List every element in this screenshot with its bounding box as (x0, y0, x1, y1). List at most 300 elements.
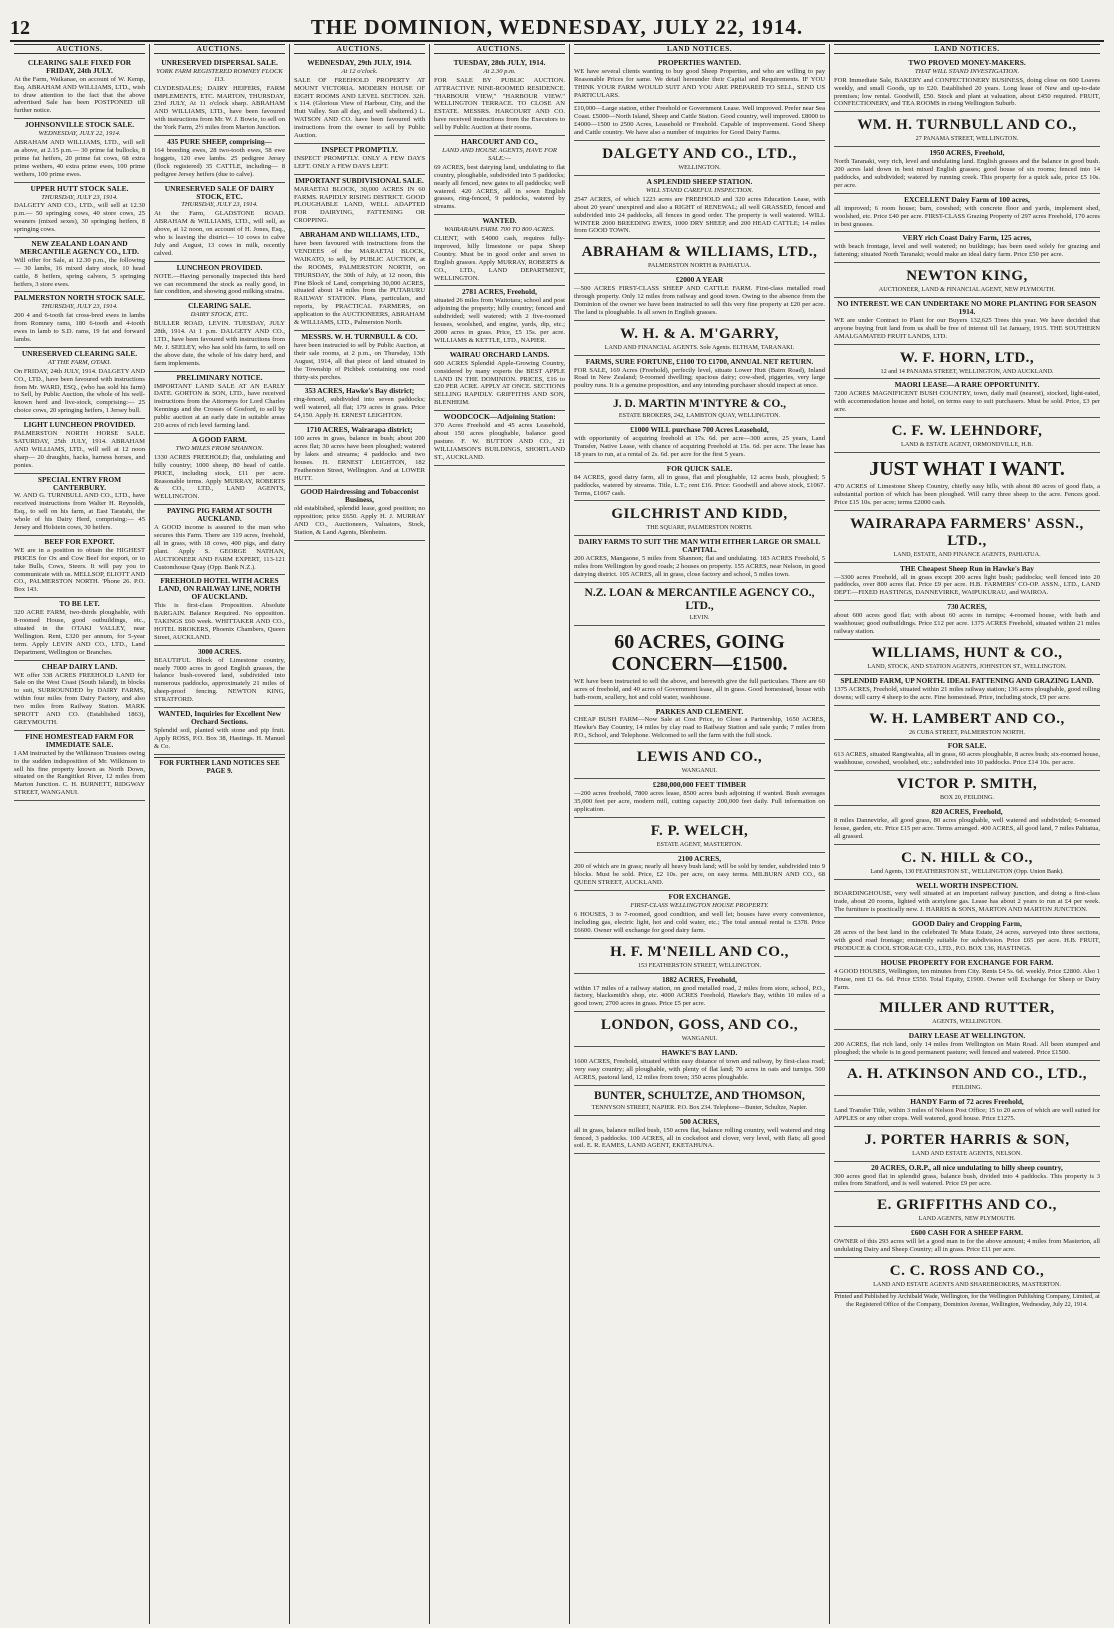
ad-title: UNRESERVED CLEARING SALE. (21, 348, 138, 358)
agent-address: LAND, STOCK, AND STATION AGENTS, JOHNSTON ST., WELLINGTON. (867, 662, 1067, 670)
advertisement (834, 232, 1100, 263)
ad-title: PROPERTIES WANTED. (658, 57, 741, 67)
ad-title: CLEARING SALE. (188, 301, 251, 311)
advertisement (834, 563, 1100, 602)
page-header (10, 6, 1104, 42)
advertisement (834, 740, 1100, 771)
ad-body: have been instructed to sell by Public Auction, at their sale rooms, at 2 p.m., on Thursday, 13th August, 1914, all that piece of land situated in the Township of Pichbek containing one rood thirty-six perches. (294, 341, 425, 381)
ad-subtitle: At 2.30 p.m. (483, 67, 516, 75)
ad-body: CHEAP BUSH FARM—Now Sale at Cost Price, to Close a Partnership, 1650 ACRES, Hawke's Bay Country, 14 miles by clay road to Railway Station and sale yards; 7 miles from P.O., School, and Telephone. Welcomed to sell the farm with the full stock. (574, 716, 825, 740)
agent-address: ESTATE AGENT, MASTERTON. (656, 840, 743, 848)
ad-body: —3300 acres Freehold, all in grass except 200 acres light bush; paddocks; well fenced into 20 paddocks, over 800 acres flat. Price £9 per acre. H.B. FARMERS' CO-OP. ASSN., LTD., LAND DEPT.—FIXED HASTINGS, DANNEVIRKE, WAIPUKURAU, and WAIROA. (834, 573, 1100, 597)
advertisement (574, 463, 825, 502)
ad-title: TUESDAY, 28th JULY, 1914. (453, 57, 546, 67)
agent-name: GILCHRIST AND KIDD, (611, 506, 788, 523)
ad-title: 435 PURE SHEEP, comprising— (167, 137, 272, 147)
advertisement (14, 731, 145, 801)
ad-title: WAIRAU ORCHARD LANDS. (449, 349, 550, 359)
ad-title: INSPECT PROMPTLY. (321, 144, 398, 154)
ad-body: FOR SALE BY PUBLIC AUCTION. ATTRACTIVE NINE-ROOMED RESIDENCE. "HARBOUR VIEW," "HARBOUR VIEW." WELLINGTON TERRACE. TO CLOSE AN ESTATE. MESSRS. HARCOURT AND CO. have received instructions from the Executors to sell by Public Auction at their rooms. (434, 76, 565, 132)
ad-title: £1000 WILL purchase 700 Acres Leasehold, (630, 425, 769, 435)
ad-body: with opportunity of acquiring freehold at 17s. 6d. per acre—300 acres, 25 years, Land Transfer, Native Lease, with chance of acquiring Freehold at 15s. 6d. per acre. The lease has 18 years to run, at a rental of 2s. 6d. per acre for the first 5 years. (574, 435, 825, 458)
ad-title: NO INTEREST. WE CAN UNDERTAKE NO MORE PLANTING FOR SEASON 1914. (837, 299, 1097, 316)
advertisement (834, 1192, 1100, 1227)
ad-body: 600 ACRES Splendid Apple-Growing Country, considered by many experts the BEST APPLE LAND IN THE DOMINION. PRICES, £16 to £20 PER ACRE. APPLY AT ONCE. SECTIONS SELLING RAPIDLY. GRIFFITHS AND SON, BLENHEIM. (434, 359, 565, 407)
advertisement (574, 501, 825, 536)
ad-title: FOR EXCHANGE. (668, 892, 731, 902)
advertisement (294, 57, 425, 144)
advertisement (294, 424, 425, 486)
advertisement (154, 575, 285, 645)
ad-title: 730 ACRES, (947, 602, 987, 612)
ad-body: —500 ACRES FIRST-CLASS SHEEP AND CATTLE FARM. First-class metalled road through property. Only 12 miles from railway and good town. Owing to the absence from the Dominion of the owner we have been instructed to sell this very fine property at £20 per acre. The land is ploughable. Is all sown in English grasses. (574, 285, 825, 316)
columns (10, 44, 1104, 1624)
ad-body: within 17 miles of a railway station, on good metalled road, 2 miles from store, school, P.O., factory, blacksmith's shop, etc. 4000 ACRES Freehold, Hawke's Bay, within 10 miles of a good town; 2700 acres in grass. Price £5 per acre. (574, 984, 825, 1008)
ad-subtitle: THURSDAY, JULY 23, 1914. (41, 193, 118, 201)
ad-body: about 600 acres good flat; with about 60 acres in turnips; 4-roomed house, with bath and washhouse; good outbuildings. Price £12 per acre. 1375 ACRES Freehold, situated within 21 miles railway station. (834, 612, 1100, 635)
ad-body: 4 GOOD HOUSES, Wellington, ten minutes from City. Rents £4 5s. 6d. weekly. Price £2800. Also 1 House, rent £1 6s. 6d. Price £550. Total Equity, £1900. Owner will Exchange for Sheep or Dairy Farm. (834, 967, 1100, 991)
ad-body: WE offer 338 ACRES FREEHOLD LAND for Sale on the West Coast (South Island), in blocks to suit, SURROUNDED by DAIRY FARMS, within four miles from Dairy Factory, and also two miles from Railway Station. MARK SPROTT AND CO. (Established 1863), GREYMOUTH. (14, 671, 145, 726)
advertisement (834, 298, 1100, 345)
ad-title: WELL WORTH INSPECTION. (915, 880, 1019, 890)
agent-name: BUNTER, SCHULTZE, AND THOMSON, (594, 1089, 805, 1102)
agent-address: WANGANUI. (681, 1035, 718, 1043)
ad-body: 470 ACRES of Limestone Sheep Country, chiefly easy hills, with about 80 acres of good flats, a substantial portion of which has been ploughed. Will carry three sheep to the acre. Fences good. Price £15 10s. per acre; terms £2000 cash. (834, 483, 1100, 506)
advertisement (574, 706, 825, 745)
ad-title: SPECIAL ENTRY FROM CANTERBURY. (37, 474, 122, 492)
advertisement (574, 1047, 825, 1086)
agent-name: E. GRIFFITHS AND CO., (877, 1197, 1057, 1214)
ad-body: ABRAHAM AND WILLIAMS, LTD., will sell as above, at 2.15 p.m.— 30 prime fat bullocks, 8 prime fat heifers, 20 prime fat cows, 68 extra prime wethers, 40 extra prime ewes, 100 prime wethers, 100 prime ewes. (14, 139, 145, 178)
advertisement (294, 385, 425, 424)
ad-title: TO BE LET. (59, 599, 100, 609)
advertisement (834, 880, 1100, 919)
column-auctions-3 (290, 44, 430, 1624)
ad-subtitle: THURSDAY, JULY 23, 1914. (181, 201, 258, 209)
advertisement (834, 194, 1100, 233)
ad-body: old established, splendid lease, good position; no opposition; price £650. Apply H. J. MURRAY AND CO., Auctioneers, Valuators, Stock, Station, & Land Agents, Blenheim. (294, 505, 425, 536)
ad-body: with beach frontage, level and well watered; no buildings; has been used solely for grazing and fattening; situated North Taranaki; would make an ideal dairy farm. Price £50 per acre. (834, 243, 1100, 259)
advertisement (834, 147, 1100, 194)
agent-address: TENNYSON STREET, NAPIER. P.O. Box 234. Telephone—Bunter, Schultze, Napier. (591, 1103, 808, 1111)
ad-title: LUNCHEON PROVIDED. (176, 262, 263, 272)
ad-body: BEAUTIFUL Block of Limestone country, nearly 7000 acres in good English grasses, the balance bush-covered land, subdivided into numerous paddocks, approximately 21 miles of sheep-proof fencing. NEWTON KING, STRATFORD. (154, 656, 285, 704)
ad-body: ring-fenced, subdivided into seven paddocks; well watered, all flat; 179 acres in grass. Price £4,150. Apply H. ERNEST LEIGHTON. (294, 396, 425, 420)
advertisement (154, 57, 285, 136)
agent-name: A. H. ATKINSON AND CO., LTD., (847, 1066, 1087, 1083)
ad-subtitle: TWO MILES FROM SHANNON. (175, 444, 264, 452)
ad-title: PARKES AND CLEMENT. (655, 706, 744, 716)
ad-title: 1950 ACRES, Freehold, (929, 148, 1005, 158)
ad-body: 200 of which are in grass; nearly all heavy bush land; will be sold by tender, subdivided into 9 blocks. Must be sold. Price, £2 10s. per acre, on easy terms. MILBURN AND CO., 68 QUEEN STREET, AUCKLAND. (574, 863, 825, 887)
agent-name: MILLER AND RUTTER, (879, 1000, 1055, 1017)
ad-body: 2547 ACRES, of which 1223 acres are FREEHOLD and 320 acres Education Lease, with about 20 years' unexpired and also a RIGHT of RENEWAL; all well GRASSED, fenced and subdivided into 24 paddocks, all fences in good order. The property is well watered. WILL WINTER 2000 BREEDING EWES, 1000 DRY SHEEP, and 200 HEAD CATTLE; 14 miles from GOOD TOWN. (574, 195, 825, 235)
advertisement (14, 119, 145, 182)
see-page-note: FOR FURTHER LAND NOTICES SEE PAGE 9. (154, 757, 285, 776)
ad-title: PRELIMINARY NOTICE. (176, 372, 263, 382)
ad-body: A GOOD income is assured to the man who secures this Farm. There are 119 acres, freehold, all in grass, with 18 cows, 400 pigs, and dairy plant. Apply S. GEORGE NATHAN, AUCTIONEER AND FARM EXPERT, 113-121 Customhouse Quay (Opp. Bank N.Z.). (154, 524, 285, 571)
ad-title: A GOOD FARM. (192, 434, 247, 444)
advertisement (574, 853, 825, 892)
advertisement (14, 419, 145, 473)
ad-title: FREEHOLD HOTEL WITH ACRES LAND, ON RAILWAY LINE, NORTH OF AUCKLAND. (158, 576, 281, 602)
advertisement (834, 511, 1100, 563)
ad-title: GOOD Dairy and Cropping Farm, (912, 919, 1022, 929)
ad-title: VERY rich Coast Dairy Farm, 125 acres, (902, 233, 1032, 243)
ad-title: HARCOURT AND CO., (461, 137, 538, 147)
ad-body: have been favoured with instructions from the VENDEES of the MARAETAI BLOCK, WAIKATO, to sell, by PUBLIC AUCTION, at the ROOMS, PALMERSTON NORTH, on THURSDAY, the 30th of July, at 12 noon, this Fine Block of Land, comprising 30,000 ACRES, situated about 14 miles from the PUTARURU RAILWAY STATION. Plans, particulars, and reports, by PRACTICAL FARMERS, on application to the AUCTIONEERS, ABRAHAM & WILLIAMS, LTD., Palmerston North. (294, 240, 425, 327)
ad-body: —200 acres freehold, 7800 acres lease, 8500 acres bush adjoining if wanted. Bush averages 35,000 feet per acre, modern mill, cutting capacity 200,000 feet daily. Full information on application. (574, 789, 825, 813)
ad-body: 613 ACRES, situated Rangiwahia, all in grass, 60 acres ploughable, 8 acres bush; six-roomed house, washhouse, cowshed, woolshed, etc.; subdivided into 10 paddocks. Price £14 10s. per acre. (834, 751, 1100, 767)
ad-title: FOR SALE. (947, 741, 987, 751)
advertisement (574, 744, 825, 779)
ad-title: JOHNSONVILLE STOCK SALE. (24, 120, 135, 130)
advertisement (574, 891, 825, 939)
printer-imprint: Printed and Published by Archibald Wade, Wellington, for the Wellington Publishing Company, Limited, at the Registered Office of the Company, Dominion Avenue, Wellington, Wednesday, July 22, 1914. (834, 1292, 1100, 1308)
ad-body: OWNER of this 293 acres will let a good man in for the above amount; 4 miles from Masterton, all undulating Dairy and Sheep Country; all in grass. Price £11 per acre. (834, 1238, 1100, 1254)
column-auctions-2 (150, 44, 290, 1624)
agent-name: C. C. ROSS AND CO., (889, 1262, 1045, 1279)
ad-title: 500 ACRES, (679, 1116, 720, 1126)
ad-title: FOR QUICK SALE. (666, 463, 733, 473)
agent-name: DALGETY AND CO., LTD., (602, 146, 797, 163)
advertisement (574, 321, 825, 356)
ad-title: HANDY Farm of 72 acres Freehold, (910, 1096, 1024, 1106)
advertisement (834, 1030, 1100, 1061)
agent-name: W. H. LAMBERT AND CO., (869, 710, 1065, 727)
advertisement (14, 238, 145, 292)
agent-address: FEILDING. (951, 1084, 983, 1092)
ad-body: situated 26 miles from Waitotara; school and post adjoining the property; hilly country; fenced and subdivided; well watered; with 2 five-roomed houses, woolshed, and engine, yards, dip, etc.; 2000 acres in grass. Price, £5 15s. per acre. WILLIAMS & KETTLE, LTD., NAPIER. (434, 297, 565, 344)
ad-body: 7200 ACRES MAGNIFICENT BUSH COUNTRY, town, daily mail (nearest), stocked, light-rated, with accommodation house and hotel, on terms easy to suit purchasers. Must be sold. Price, £3 per acre. (834, 390, 1100, 414)
advertisement (834, 345, 1100, 380)
ad-body: all improved; 6 room house; barn, cowshed; with concrete floor and yards, implement shed, woolshed, etc. Price £40 per acre. FIRST-CLASS Grazing Property of 297 acres Freehold, 170 acres in best grasses. (834, 204, 1100, 228)
agent-name: WAIRARAPA FARMERS' ASSN., LTD., (850, 515, 1084, 549)
advertisement (574, 356, 825, 395)
agent-name: W. H. & A. M'GARRY, (620, 325, 779, 342)
column-heading: LAND NOTICES. (574, 44, 825, 54)
ad-body: 200 ACRES, Mangaone, 5 miles from Shannon; flat and undulating. 183 ACRES Freehold, 5 miles from Wellington by good roads; 2 houses on property. 155 ACRES, near Nelson, in good dairying district. 105 ACRES, all in grass, close factory and school, 5 miles town. (574, 555, 825, 578)
ad-subtitle: WAIRARAPA FARM. 700 TO 800 ACRES. (444, 226, 555, 234)
ad-title: FARMS, SURE FORTUNE, £1100 TO £1700, ANNUAL NET RETURN. (585, 356, 814, 366)
ad-body: SALE OF FREEHOLD PROPERTY AT MOUNT VICTORIA. MODERN HOUSE OF EIGHT ROOMS AND LEVEL SECTION. 32ft. x 114. (Glorious View of Harbour, City, and the Hutt Valley. Sun all day, and well sheltered.) L. WATSON AND CO. have been favoured with instructions from the owner to sell by Public Auction. (294, 76, 425, 140)
agent-address: BOX 20, FEILDING. (940, 794, 994, 802)
advertisement (14, 292, 145, 347)
agent-address: LAND AND FINANCIAL AGENTS. Sole Agents. ELTHAM, TARANAKI. (604, 343, 795, 351)
advertisement (434, 136, 565, 215)
ad-title: UNRESERVED DISPERSAL SALE. (161, 57, 278, 67)
ad-title: BEEF FOR EXPORT. (44, 536, 115, 546)
advertisement (834, 706, 1100, 741)
ad-title: DAIRY FARMS TO SUIT THE MAN WITH EITHER LARGE OR SMALL CAPITAL. (578, 537, 821, 555)
advertisement (154, 300, 285, 371)
ad-body: BOARDINGHOUSE, very well situated at an important railway junction, and doing a first-class trade, about 20 rooms, lighted with acetylene gas. Lease has about 2 years to run at £4 per week. The furniture is practically new. J. HARRIS & SONS, MARTON AND MARTON JUNCTION. (834, 890, 1100, 914)
ad-body: North Taranaki, very rich, level and undulating land. English grasses and the balance in good bush. 200 acres laid down in best mixed English grasses; good house of six rooms; fenced into 14 paddocks, and subdivided; watered by running creek. This property for a quick sale, price £5 10s. per acre. (834, 158, 1100, 189)
ad-title: HOUSE PROPERTY FOR EXCHANGE FOR FARM. (880, 957, 1054, 967)
advertisement (574, 424, 825, 463)
ad-title: LIGHT LUNCHEON PROVIDED. (23, 420, 136, 430)
advertisement (834, 1096, 1100, 1127)
ad-title: 1710 ACRES, Wairarapa district; (306, 425, 413, 435)
ad-title: MESSRS. W. H. TURNBULL & CO. (301, 332, 418, 341)
ad-title: CLEARING SALE FIXED FOR FRIDAY, 24th JULY. (27, 57, 132, 75)
ad-title: ABRAHAM AND WILLIAMS, LTD., (299, 230, 420, 240)
advertisement (834, 453, 1100, 511)
advertisement (834, 112, 1100, 147)
agent-address: LAND, ESTATE, AND FINANCE AGENTS, PAHIATUA. (893, 550, 1041, 558)
advertisement (294, 331, 425, 385)
advertisement (574, 141, 825, 176)
advertisement (834, 918, 1100, 957)
ad-title: 353 ACRES, Hawke's Bay district; (304, 386, 415, 396)
ad-title: 2100 ACRES, (677, 853, 722, 863)
ad-body: W. AND G. TURNBULL AND CO., LTD., have received instructions from Walter H. Reynolds, Esq., to sell on his farm, at East Taratahi, the whole of his Dairy Herd, comprising:— 45 Jersey and Holstein cows, 30 heifers. (14, 492, 145, 532)
agent-name: F. P. WELCH, (650, 822, 749, 839)
ad-title: WOODCOCK—Adjoining Station: (443, 412, 556, 422)
advertisement (574, 1086, 825, 1116)
ad-title: HAWKE'S BAY LAND. (661, 1048, 738, 1058)
advertisement (574, 274, 825, 321)
advertisement (574, 1116, 825, 1155)
advertisement (14, 474, 145, 536)
advertisement (834, 1061, 1100, 1096)
ad-body: At the Farm, Waikanae, on account of W. Kemp, Esq. ABRAHAM AND WILLIAMS, LTD., wish to draw attention to the fact that the above advertised Sale has been POSTPONED till further notice. (14, 75, 145, 115)
column-heading: LAND NOTICES. (834, 44, 1100, 54)
advertisement (154, 505, 285, 575)
ad-title: 2781 ACRES, Freehold, (461, 287, 537, 297)
advertisement (834, 379, 1100, 418)
ad-body: all in grass, balance milled bush, 150 acres flat, balance rolling country, well watered and ring fenced, 3 paddocks. 100 ACRES, all in cocksfoot and clover, very level, with flats; all good soil. E. R. EAMES, LAND AGENT, EKETAHUNA. (574, 1126, 825, 1150)
ad-subtitle: THAT WILL STAND INVESTIGATION. (914, 67, 1020, 75)
advertisement (574, 974, 825, 1013)
agent-name: J. PORTER HARRIS & SON, (864, 1131, 1070, 1148)
ad-title: TWO PROVED MONEY-MAKERS. (908, 57, 1026, 67)
advertisement (14, 348, 145, 419)
ad-title: UPPER HUTT STOCK SALE. (30, 183, 129, 193)
agent-address: AGENTS, WELLINGTON. (932, 1018, 1002, 1026)
ad-body: FOR SALE, 169 Acres (Freehold), perfectly level, situate Lower Hutt (Bairn Road), Inland Road in New Zealand; 9-roomed dwelling; spacious dairy; cow-shed, piggeries, very large poultry runs. It is a genuine proposition, and any intending purchaser should inspect at once. (574, 366, 825, 390)
advertisement (154, 183, 285, 262)
ad-subtitle: WILL STAND CAREFUL INSPECTION. (645, 186, 754, 194)
ad-title: WANTED, Inquiries for Excellent New Orchard Sections. (158, 709, 281, 726)
agent-address: Land Agents, 130 FEATHERSTON ST., WELLINGTON (Opp. Union Bank). (870, 867, 1064, 875)
advertisement (574, 779, 825, 818)
ad-body: FOR Immediate Sale, BAKERY and CONFECTIONERY BUSINESS, doing close on 600 Loaves weekly, and small Goods, up to £20. Established 20 years. Long lease of New and up-to-date premises; low rental. Goodwill, £50. Stock and plant at valuation, about £450 required. FRUIT, CONFECTIONERY, and TEA ROOMS in rising Wellington Suburb. (834, 76, 1100, 108)
column-heading: AUCTIONS. (14, 44, 145, 54)
agent-address: 26 CUBA STREET, PALMERSTON NORTH. (908, 728, 1026, 736)
masthead: THE DOMINION, WEDNESDAY, JULY 22, 1914. (310, 15, 804, 39)
advertisement (834, 640, 1100, 675)
ad-body: CLIENT, with £4000 cash, requires fully-improved, hilly limestone or papa Sheep Country. Must be in good order and sown in English grasses. Apply MURRAY, ROBERTS & CO., LTD., LAND DEPARTMENT, WELLINGTON. (434, 235, 565, 282)
ad-body: 200 4 and 6-tooth fat cross-bred ewes in lambs from Romney rams, 180 6-tooth and 4-tooth ewes in lamb to S.D. rams, 19 fat and forward lambs. (14, 312, 145, 343)
advertisement (154, 708, 285, 755)
advertisement (14, 57, 145, 119)
agent-name: NEWTON KING, (906, 268, 1028, 285)
agent-address: AUCTIONEER, LAND & FINANCIAL AGENT, NEW PLYMOUTH. (878, 286, 1056, 294)
ad-body: 1600 ACRES, Freehold, situated within easy distance of town and railway, by first-class road; very easy country; all ploughable, with plenty of flat land; 70 acres in oats and turnips. 500 ACRES, pastoral land, 12 miles from town; 350 acres ploughable. (574, 1058, 825, 1081)
advertisement (834, 845, 1100, 880)
ad-title: £600 CASH FOR A SHEEP FARM. (911, 1228, 1023, 1238)
ad-body: Will offer for Sale, at 12.30 p.m., the following— 30 lambs, 16 mixed dairy stock, 10 head cattle, 8 heifers, spring calvers, 5 springing heifers, 3 store ewes. (14, 256, 145, 288)
advertisement (834, 771, 1100, 806)
advertisement (434, 349, 565, 411)
ad-subtitle: AT THE FARM, OTAKI. (47, 358, 112, 366)
agent-address: 27 PANAMA STREET, WELLINGTON. (915, 135, 1019, 143)
ad-body: £10,000—Large station, either Freehold or Government Lease. Well improved. Prefer near Sea Coast. £5000—North Island, Sheep and Cattle Station. Good country, well improved. £8000 to £4000—1500 to 2500 Acres, Leasehold or Freehold. Capable of improvement. Good Sheep and Cattle country. We have also a number of inquiries for Good Dairy Farms. (574, 105, 825, 137)
ad-body: 1375 ACRES, Freehold, situated within 21 miles railway station; 136 acres ploughable, good rolling downs; will carry 4 sheep to the acre. Fine homestead. Price, including stock, £9 per acre. (834, 685, 1100, 701)
advertisement (14, 661, 145, 731)
ad-body: 28 acres of the best land in the celebrated Te Mata Estate, 24 acres, surveyed into three sections, with good road frontage; eminently suitable for subdivision. Price £65 per acre. H.B. FRUIT, PRODUCE & COOL STORAGE CO., LTD., P.O. BOX 136, HASTINGS. (834, 929, 1100, 952)
ad-title: UNRESERVED SALE OF DAIRY STOCK, ETC. (164, 183, 275, 201)
agent-name: C. F. W. LEHNDORF, (891, 423, 1043, 440)
ad-title: PAYING PIG FARM AT SOUTH AUCKLAND. (166, 506, 273, 524)
advertisement (154, 262, 285, 301)
ad-subtitle: At 12 o'clock. (341, 67, 378, 75)
agent-name: H. F. M'NEILL AND CO., (610, 943, 789, 960)
advertisement (834, 418, 1100, 453)
ad-body: 1330 ACRES FREEHOLD; flat, undulating and hilly country; 1000 sheep, 80 head of cattle. PRICE, including stock, £11 per acre. Reasonable terms. Apply MURRAY, ROBERTS & CO., LTD., LAND AGENTS, WELLINGTON. (154, 453, 285, 501)
ad-body: This is first-class Proposition. Absolute BARGAIN. Balance Required. No opposition. TAKINGS £60 week. WHITTAKER AND CO., HOTEL BROKERS, Phoenix Chambers, Queen Street, AUCKLAND. (154, 602, 285, 641)
ad-title: £280,000,000 FEET TIMBER (652, 780, 747, 790)
agent-address: LAND AND ESTATE AGENTS, NELSON. (912, 1149, 1022, 1157)
advertisement (574, 239, 825, 274)
ad-body: WE have several clients wanting to buy good Sheep Properties, and who are willing to pay Reasonable Prices for same. We detail hereunder their Capital and Requirements. IF YOU THINK YOUR FARM WOULD SUIT AND YOU ARE PREPARED TO SELL, SEND US PARTICULARS. (574, 67, 825, 99)
ad-title: MAORI LEASE—A RARE OPPORTUNITY. (894, 380, 1040, 390)
ad-body: IMPORTANT LAND SALE AT AN EARLY DATE. GORTON & SON, LTD., have received instructions from the Attorneys for Lord Charles Kennings and the Crosses of Gosford, to sell by public auction at an early date in suitable areas 210 acres of rich level farming land. (154, 382, 285, 430)
agent-address: ESTATE BROKERS, 242, LAMBTON QUAY, WELLINGTON. (618, 412, 781, 420)
ad-subtitle: DAIRY STOCK, ETC. (190, 311, 249, 319)
advertisement (834, 806, 1100, 845)
advertisement (574, 818, 825, 853)
ad-subtitle: THURSDAY, JULY 23, 1914. (41, 303, 118, 311)
agent-address: 12 and 14 PANAMA STREET, WELLINGTON, AND AUCKLAND. (880, 367, 1054, 375)
ad-body: NOTE.—Having personally inspected this herd we can recommend the stock as really good, in fair condition, and showing good milking strains. (154, 272, 285, 296)
advertisement (834, 957, 1100, 996)
advertisement (834, 263, 1100, 298)
advertisement (574, 1012, 825, 1047)
ad-title: THE Cheapest Sheep Run in Hawke's Bay (900, 563, 1034, 573)
advertisement (574, 626, 825, 706)
column-heading: AUCTIONS. (154, 44, 285, 54)
agent-address: WANGANUI. (681, 767, 718, 775)
ad-body: WE are under Contract to Plant for our Buyers 132,625 Trees this year. We have decided that anyone buying fruit land from us shall be free of interest till 1st January, 1915. THE SOUTHERN AMALGAMATED FRUIT LANDS, LTD. (834, 316, 1100, 340)
ad-title: WANTED. (482, 216, 517, 226)
ad-body: 100 acres in grass, balance in bush; about 200 acres flat; 30 acres have been ploughed; watered by lakes and streams; 4 paddocks and two houses. H. ERNEST LEIGHTON, 182 Featherston Street, Wellington. And at LOWER HUTT. (294, 434, 425, 482)
agent-name: LONDON, GOSS, AND CO., (600, 1017, 799, 1034)
agent-name: ABRAHAM & WILLIAMS, LTD., (581, 244, 818, 261)
ad-title: CHEAP DAIRY LAND. (41, 661, 118, 671)
advertisement (834, 57, 1100, 112)
advertisement (574, 536, 825, 583)
column-land-notices-1 (570, 44, 830, 1624)
ad-title: 3000 ACRES. (197, 646, 242, 656)
ad-title: WEDNESDAY, 29th JULY, 1914. (307, 57, 412, 67)
ad-body: 320 ACRE FARM, two-thirds ploughable, with 8-roomed House, good outbuildings, etc., situated in the OTAKI VALLEY, near Wellington. Rent, £320 per annum, for 5-year term. Apply LEVIN AND CO., LTD., Land Department, Wellington or Branches. (14, 609, 145, 656)
ad-body: CLYDESDALES; DAIRY HEIFERS, FARM IMPLEMENTS, ETC. MARTON, THURSDAY, 23rd JULY, At 11 o'clock sharp. ABRAHAM AND WILLIAMS, LTD., have been favoured with instructions from Mr. W. J. Bowie, to sell on the York Farm, 2½ miles from Marton Junction. (154, 84, 285, 132)
ad-body: 8 miles Dannevirke, all good grass, 80 acres ploughable, well watered and subdivided; 6-roomed house, garden, etc. Price £15 per acre. Terms arranged. 400 ACRES, all good land, 7 miles Pahiatua, all grassed. (834, 816, 1100, 840)
agent-name: WM. H. TURNBULL AND CO., (857, 117, 1077, 134)
agent-name: N.Z. LOAN & MERCANTILE AGENCY CO., LTD., (584, 586, 815, 612)
advertisement (574, 394, 825, 424)
ad-body: WE have been instructed to sell the above, and herewith give the full particulars. There are 60 acres of freehold, and 40 acres of Government lease, all in grass. Good homestead, house with bath-room, scullery, hot and cold water, washhouse. (574, 677, 825, 701)
agent-address: PALMERSTON NORTH & PAHIATUA. (648, 262, 751, 270)
ad-title: IMPORTANT SUBDIVISIONAL SALE. (295, 175, 424, 185)
agent-name: LEWIS AND CO., (636, 749, 763, 766)
advertisement (574, 103, 825, 141)
advertisement (834, 675, 1100, 706)
advertisement (834, 995, 1100, 1030)
advertisement (154, 136, 285, 183)
advertisement (574, 583, 825, 626)
ad-title: SPLENDID FARM, UP NORTH. IDEAL FATTENING AND GRAZING LAND. (840, 675, 1094, 685)
column-heading: AUCTIONS. (434, 44, 565, 54)
advertisement (434, 57, 565, 136)
advertisement (574, 176, 825, 239)
ad-title: EXCELLENT Dairy Farm of 100 acres, (904, 194, 1030, 204)
advertisement (574, 939, 825, 974)
advertisement (294, 144, 425, 175)
ad-body: INSPECT PROMPTLY. ONLY A FEW DAYS LEFT. ONLY A FEW DAYS LEFT. (294, 154, 425, 170)
column-auctions-1 (10, 44, 150, 1624)
ad-subtitle: FIRST-CLASS WELLINGTON HOUSE PROPERTY. (630, 902, 769, 910)
agent-name: W. F. HORN, LTD., (899, 349, 1035, 366)
column-heading: AUCTIONS. (294, 44, 425, 54)
advertisement (294, 175, 425, 229)
ad-body: Splendid soil, planted with stone and pip fruit. Apply ROSS, P.O. Box 38, Hastings. H. Manuel & Co. (154, 726, 285, 750)
advertisement (834, 1127, 1100, 1162)
ad-title: £2000 A YEAR (675, 275, 724, 285)
ad-body: WE are in a position to obtain the HIGHEST PRICES for Ox and Cow Beef for export, or to take Bulls, Cows, Steers. It will pay you to communicate with us. MELLSOP, ELIOTT AND CO., PALMERSTON NORTH. 'Phone 26. P.O. Box 143. (14, 546, 145, 594)
column-auctions-4 (430, 44, 570, 1624)
ad-title: 20 ACRES, O.R.P., all nice undulating to hilly sheep country, (871, 1162, 1063, 1172)
advertisement (434, 411, 565, 465)
agent-address: THE SQUARE, PALMERSTON NORTH. (646, 524, 753, 532)
advertisement (14, 536, 145, 598)
ad-subtitle: YORK FARM REGISTERED ROMNEY FLOCK 113. (156, 67, 283, 83)
ad-body: 164 breeding ewes, 28 two-tooth ewes, 58 ewe hoggets, 120 ewe lambs. 25 pedigree Jersey (flock registered) 35 CATTLE, including— 8 pedigree Jersey heifers (due to calve). (154, 146, 285, 178)
advertisement (294, 486, 425, 540)
ad-subtitle: WEDNESDAY, JULY 22, 1914. (38, 130, 121, 138)
ad-body: Land Transfer Title, within 3 miles of Nelson Post Office; 15 to 20 acres of which are well suited for APPLES or any other crops. Well watered, good house. Price £1275. (834, 1106, 1100, 1122)
advertisement (154, 372, 285, 434)
ad-title: A SPLENDID SHEEP STATION. (646, 176, 753, 186)
column-land-notices-2 (830, 44, 1104, 1624)
advertisement (434, 215, 565, 286)
agent-address: WELLINGTON. (678, 164, 721, 172)
agent-address: LAND AGENTS, NEW PLYMOUTH. (918, 1215, 1016, 1223)
ad-body: PALMERSTON NORTH HORSE SALE. SATURDAY, 25th JULY, 1914. ABRAHAM AND WILLIAMS, LTD., will sell at 12 noon sharp— 20 draughts, hacks, harness horses, and ponies. (14, 430, 145, 469)
ad-body: MARAETAI BLOCK, 30,000 ACRES IN 60 FARMS. RAPIDLY RISING DISTRICT. GOOD PLOUGHABLE LAND, WELL ADAPTED FOR DAIRYING, FATTENING OR CROPPING. (294, 185, 425, 225)
ad-title: GOOD Hairdressing and Tobacconist Business, (300, 487, 419, 505)
ad-body: 84 ACRES, good dairy farm, all in grass, flat and ploughable, 12 acres bush, ploughed; 5 paddocks, watered by streams. Title, L.T.; rent £16. Price: Goodwill and above stock, £1067. Terms, £1067 cash. (574, 473, 825, 497)
ad-body: On FRIDAY, 24th JULY, 1914. DALGETY AND CO., LTD., have been favoured with instructions from Mr. WARD, ESQ., (who has sold his farm) to Sell, by Public Auction, the whole of his well-known herd and live-stock, comprising:— 25 choice cows, 20 springing heifers, 1 Jersey bull. (14, 367, 145, 415)
ad-body: 200 ACRES, flat rich land, only 14 miles from Wellington on Main Road. All been stumped and ploughed; the whole is in good permanent pasture; well fenced and watered. Price £1500. (834, 1041, 1100, 1057)
ad-title: FINE HOMESTEAD FARM FOR IMMEDIATE SALE. (25, 731, 134, 749)
agent-address: LEVIN. (689, 613, 710, 621)
advertisement (834, 1162, 1100, 1193)
advertisement (14, 183, 145, 238)
advertisement (834, 601, 1100, 640)
ad-body: I AM instructed by the Wilkinson Trustees owing to the sudden indisposition of Mr. Wilkinson to sell his fine property known as North Down, situated on the Rangitikei River, 12 miles from Marton Junction. C. H. BURNETT, RIDGWAY STREET, WANGANUI. (14, 749, 145, 797)
agent-address: LAND & ESTATE AGENT, ORMONDVILLE, H.B. (901, 441, 1033, 449)
ad-body: 69 ACRES, best dairying land, undulating to flat country, ploughable, subdivided into 5 paddocks; nearly all fenced, new gates to all paddocks; well watered. 420 ACRES, all in sown English grasses, ring-fenced, 9 paddocks, watered by streams. (434, 163, 565, 211)
advertisement (574, 57, 825, 104)
ad-title: NEW ZEALAND LOAN AND MERCANTILE AGENCY CO., LTD. (20, 239, 139, 256)
agent-name: WILLIAMS, HUNT & CO., (871, 644, 1063, 661)
ad-title: 820 ACRES, Freehold, (931, 807, 1003, 817)
display-headline: 60 ACRES, GOING CONCERN—£1500. (611, 630, 788, 675)
ad-title: PALMERSTON NORTH STOCK SALE. (14, 293, 145, 303)
